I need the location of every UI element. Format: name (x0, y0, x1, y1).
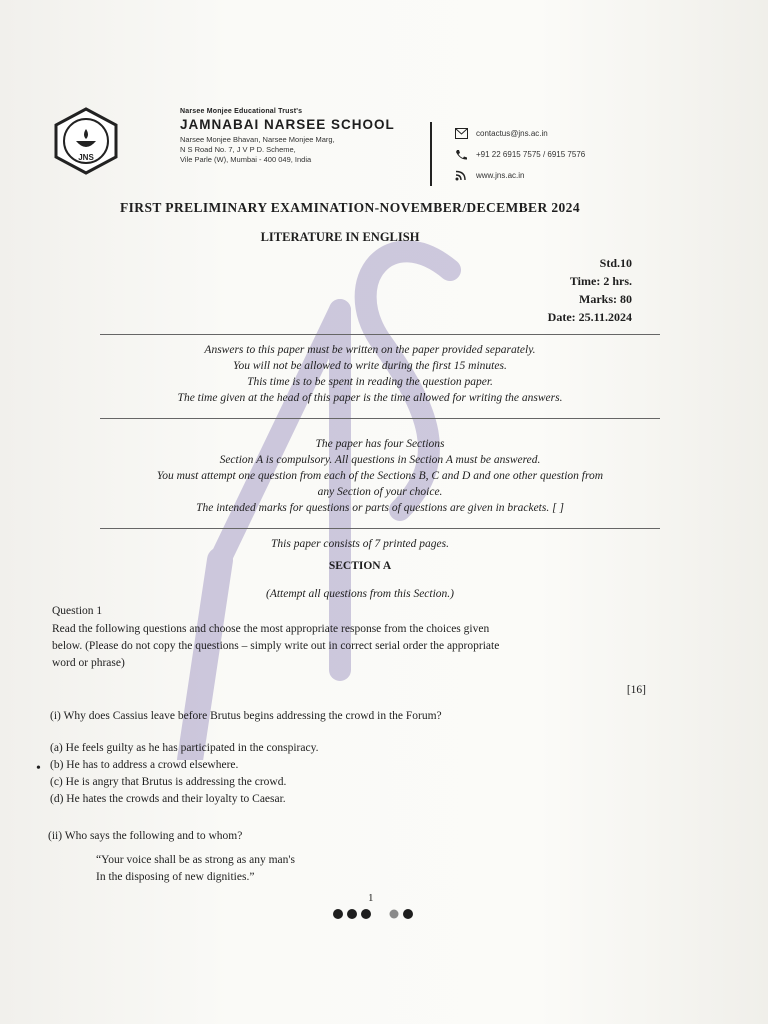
instruction-line: Answers to this paper must be written on the paper provided separately. (204, 344, 536, 356)
address-line: Vile Parle (W), Mumbai - 400 049, India (180, 155, 312, 164)
question-label: Question 1 (52, 605, 103, 617)
quote-line: In the disposing of new dignities.” (96, 871, 255, 883)
phone-text: +91 22 6915 7575 / 6915 7576 (476, 150, 586, 159)
mail-icon (455, 128, 468, 139)
option-c: (c) He is angry that Brutus is addressing the crowd. (50, 776, 287, 788)
question-instructions (52, 621, 672, 672)
sections-info-block (40, 436, 720, 516)
question-instruction-line: word or phrase) (52, 657, 125, 669)
divider-line (100, 418, 660, 419)
instruction-line: The time given at the head of this paper is the time allowed for writing the answers. (177, 392, 563, 404)
sections-info-line: You must attempt one question from each of the Sections B, C and D and one other question from (156, 470, 604, 482)
website-contact (455, 170, 524, 181)
section-subheading: (Attempt all questions from this Section.) (265, 588, 455, 600)
school-address (180, 135, 395, 165)
email-text: contactus@jns.ac.in (476, 129, 548, 138)
trust-name: Narsee Monjee Educational Trust's (180, 108, 303, 115)
subject-title: LITERATURE IN ENGLISH (260, 230, 420, 244)
question-marks: [16] (626, 684, 646, 696)
option-d: (d) He hates the crowds and their loyalty to Caesar. (50, 793, 286, 805)
exam-title: FIRST PRELIMINARY EXAMINATION-NOVEMBER/DECEMBER 2024 (120, 200, 580, 215)
pages-note: This paper consists of 7 printed pages. (271, 538, 449, 550)
header-divider (430, 122, 432, 186)
sections-info-line: Section A is compulsory. All questions in Section A must be answered. (219, 454, 541, 466)
question-instruction-line: Read the following questions and choose the most appropriate response from the choices given (52, 623, 490, 635)
std-label: Std.10 (599, 256, 632, 270)
school-name: JAMNABAI NARSEE SCHOOL (180, 117, 395, 132)
question-i-options (50, 740, 318, 808)
page-number: 1 (368, 892, 374, 904)
logo-text: JNS (78, 153, 94, 162)
question-i-text: (i) Why does Cassius leave before Brutus begins addressing the crowd in the Forum? (50, 710, 442, 722)
sections-info-line: any Section of your choice. (317, 486, 443, 498)
option-b: (b) He has to address a crowd elsewhere. (50, 759, 239, 771)
quote-line: “Your voice shall be as strong as any man's (96, 854, 295, 866)
school-logo-icon (52, 107, 120, 175)
time-label: Time: 2 hrs. (569, 274, 632, 288)
school-header (180, 108, 395, 165)
phone-icon (455, 149, 468, 160)
instruction-line: You will not be allowed to write during the first 15 minutes. (233, 360, 507, 372)
phone-contact (455, 149, 585, 160)
sections-info-line: The paper has four Sections (315, 438, 445, 450)
footer-dots-icon (330, 906, 430, 926)
instructions-block (60, 342, 680, 406)
option-a: (a) He feels guilty as he has participated in the conspiracy. (50, 742, 319, 754)
divider-line (100, 334, 660, 335)
address-line: Narsee Monjee Bhavan, Narsee Monjee Marg, (180, 135, 335, 144)
address-line: N S Road No. 7, J V P D. Scheme, (180, 145, 296, 154)
sections-info-line: The intended marks for questions or parts of questions are given in brackets. [ ] (196, 502, 564, 514)
bullet-mark: • (36, 761, 41, 776)
instruction-line: This time is to be spent in reading the question paper. (247, 376, 493, 388)
date-label: Date: 25.11.2024 (547, 310, 632, 324)
email-contact (455, 128, 548, 139)
rss-icon (455, 170, 468, 181)
website-text: www.jns.ac.in (476, 171, 525, 180)
question-ii-quote (96, 852, 295, 886)
question-ii-text: (ii) Who says the following and to whom? (48, 830, 243, 842)
divider-line (100, 528, 660, 529)
marks-label: Marks: 80 (579, 292, 632, 306)
section-heading: SECTION A (328, 560, 392, 572)
question-instruction-line: below. (Please do not copy the questions – simply write out in correct serial order the appropriate (52, 640, 500, 652)
